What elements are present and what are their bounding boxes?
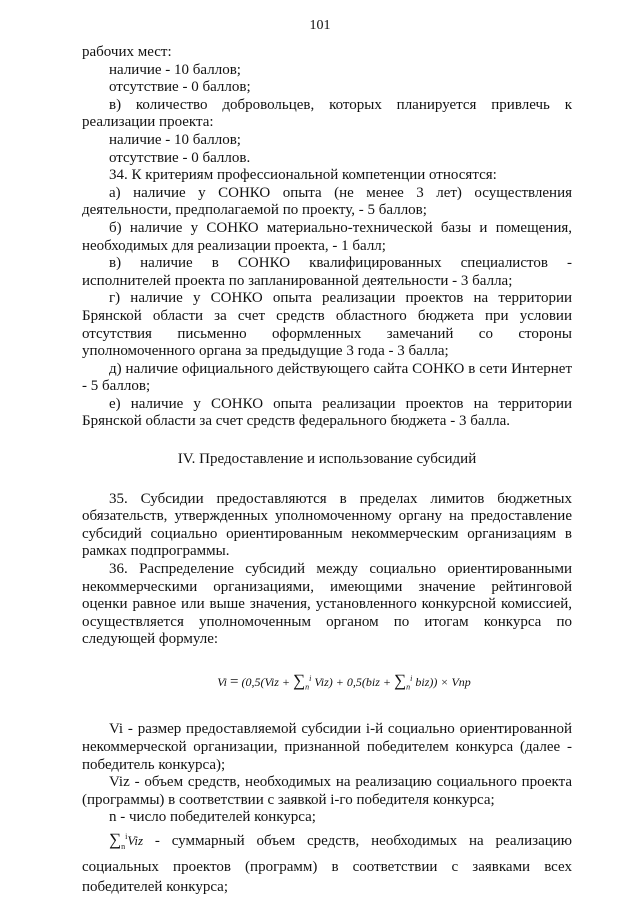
sum-upper: i bbox=[125, 831, 128, 841]
formula-part3: biz)) × Vпр bbox=[415, 675, 471, 689]
formula-part2: Viz) + 0,5(biz + bbox=[314, 675, 391, 689]
paragraph: наличие - 10 баллов; bbox=[109, 131, 241, 148]
paragraph: наличие - 10 баллов; bbox=[109, 61, 241, 78]
paragraph: б) наличие у СОНКО материально-технической базы и помещения, необходимых для реализации проекта, - 1 балл; bbox=[82, 219, 572, 254]
formula-lhs: Vi bbox=[217, 675, 227, 689]
paragraph: е) наличие у СОНКО опыта реализации проектов на территории Брянской области за счет средств федерального бюджета - 3 балла. bbox=[82, 395, 572, 430]
paragraph-text: - суммарный объем средств, необходимых на реализацию социальных проектов (программ) в соответствии с заявками всех победителей конкурса; bbox=[82, 832, 572, 895]
page-number: 101 bbox=[309, 18, 331, 33]
sum-lower: n bbox=[121, 841, 126, 851]
paragraph: в) количество добровольцев, которых планируется привлечь к bbox=[109, 96, 572, 113]
paragraph: рабочих мест: bbox=[82, 44, 172, 60]
paragraph: реализации проекта: bbox=[82, 114, 214, 131]
paragraph: отсутствие - 0 баллов. bbox=[109, 149, 251, 166]
paragraph: отсутствие - 0 баллов; bbox=[109, 79, 251, 96]
paragraph: в) наличие в СОНКО квалифицированных специалистов - исполнителей проекта по запланированной деятельности - 3 балла; bbox=[82, 255, 572, 289]
paragraph: n - число победителей конкурса; bbox=[109, 809, 316, 826]
sum-upper: i bbox=[309, 674, 312, 683]
viz-term: Viz bbox=[127, 832, 144, 848]
subsidy-formula bbox=[116, 669, 572, 697]
sum-symbol: ∑ bbox=[293, 671, 306, 690]
sum-upper: i bbox=[410, 674, 413, 683]
document-body bbox=[82, 44, 572, 897]
formula-part1: (0,5(Viz + bbox=[241, 675, 290, 689]
sum-symbol: ∑ bbox=[109, 829, 122, 849]
paragraph: 35. Субсидии предоставляются в пределах лимитов бюджетных обязательств, утвержденных уполномоченному органу на предоставление субсидий социально ориентированным некоммерческим организациям в рамках подпрограммы. bbox=[82, 490, 572, 560]
paragraph: 36. Распределение субсидий между социально ориентированными некоммерческими организациями, имеющими значение рейтинговой оценки равное или выше значения, установленного конкурсной комиссией, осуществляется уполномоченным органом по итогам конкурса по следующей формуле: bbox=[82, 561, 572, 648]
formula-equals: = bbox=[229, 674, 239, 690]
paragraph bbox=[82, 827, 572, 897]
paragraph: д) наличие официального действующего сайта СОНКО в сети Интернет - 5 баллов; bbox=[82, 360, 572, 395]
paragraph: а) наличие у СОНКО опыта (не менее 3 лет) осуществления деятельности, предполагаемой по проекту, - 5 баллов; bbox=[82, 184, 572, 219]
section-heading: IV. Предоставление и использование субсидий bbox=[177, 451, 477, 468]
paragraph: Viz - объем средств, необходимых на реализацию социального проекта (программы) в соответствии с заявкой i-го победителя конкурса; bbox=[82, 774, 572, 808]
paragraph: 34. К критериям профессиональной компетенции относятся: bbox=[109, 167, 497, 184]
paragraph: Vi - размер предоставляемой субсидии i-й социально ориентированной некоммерческой организации, признанной победителем конкурса (далее - победитель конкурса); bbox=[82, 721, 572, 773]
sum-lower: n bbox=[406, 682, 411, 692]
sum-lower: n bbox=[305, 682, 310, 692]
paragraph: г) наличие у СОНКО опыта реализации проектов на территории Брянской области за счет средств областного бюджета при условии отсутствия письменно оформленных замечаний со стороны уполномоченного органа за предыдущие 3 года - 3 балла; bbox=[82, 290, 572, 360]
sum-symbol: ∑ bbox=[394, 671, 407, 690]
